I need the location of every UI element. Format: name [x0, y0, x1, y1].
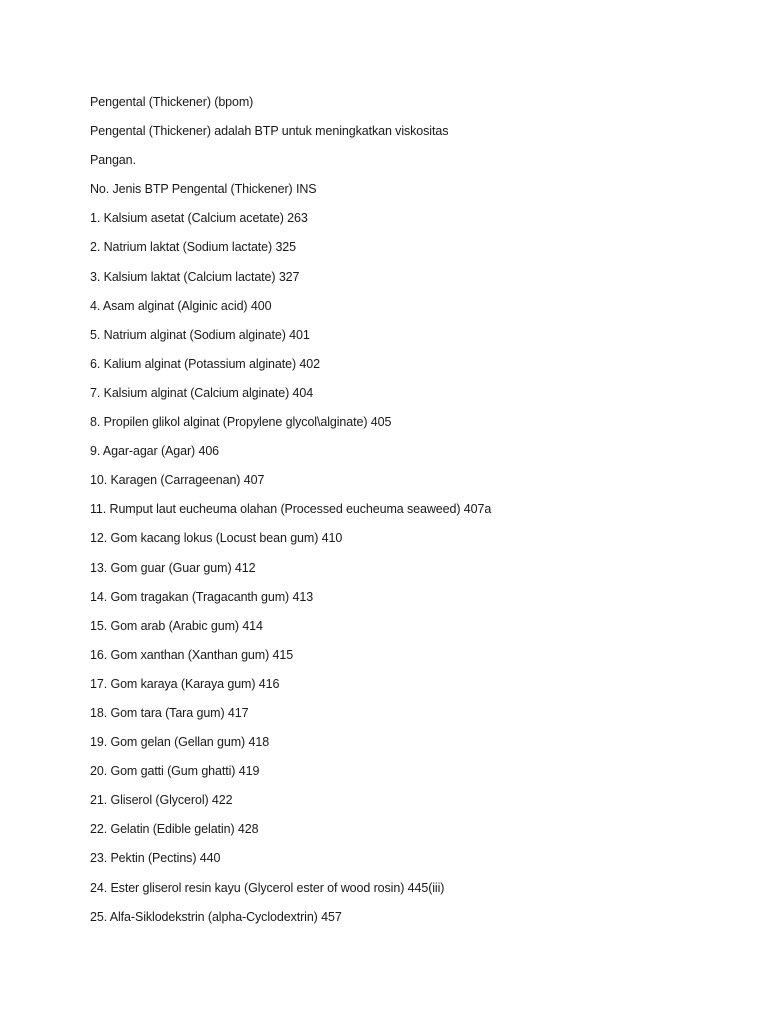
list-item: 9. Agar-agar (Agar) 406 — [90, 444, 220, 459]
list-item: 2. Natrium laktat (Sodium lactate) 325 — [90, 240, 297, 255]
list-item: 13. Gom guar (Guar gum) 412 — [90, 560, 256, 575]
list-item: 5. Natrium alginat (Sodium alginate) 401 — [90, 327, 310, 342]
list-item: 14. Gom tragakan (Tragacanth gum) 413 — [90, 589, 314, 604]
list-item: 19. Gom gelan (Gellan gum) 418 — [90, 735, 270, 750]
document-page — [90, 93, 730, 937]
list-item: 24. Ester gliserol resin kayu (Glycerol ester of wood rosin) 445(iii) — [90, 880, 445, 895]
list-item: 8. Propilen glikol alginat (Propylene glycol\alginate) 405 — [90, 415, 392, 430]
list-item: 10. Karagen (Carrageenan) 407 — [90, 473, 265, 488]
document-title: Pengental (Thickener) (bpom) — [90, 95, 254, 109]
list-header: No. Jenis BTP Pengental (Thickener) INS — [90, 182, 317, 197]
list-item: 21. Gliserol (Glycerol) 422 — [90, 793, 233, 808]
list-item: 4. Asam alginat (Alginic acid) 400 — [90, 298, 272, 313]
list-item: 3. Kalsium laktat (Calcium lactate) 327 — [90, 269, 300, 284]
list-item: 25. Alfa-Siklodekstrin (alpha-Cyclodextrin) 457 — [90, 909, 342, 924]
list-item: 15. Gom arab (Arabic gum) 414 — [90, 618, 263, 633]
list-item: 17. Gom karaya (Karaya gum) 416 — [90, 676, 280, 691]
list-item: 12. Gom kacang lokus (Locust bean gum) 410 — [90, 531, 343, 546]
list-item: 11. Rumput laut eucheuma olahan (Processed eucheuma seaweed) 407a — [90, 502, 492, 517]
list-item: 18. Gom tara (Tara gum) 417 — [90, 705, 249, 720]
list-item: 23. Pektin (Pectins) 440 — [90, 851, 221, 866]
list-item: 20. Gom gatti (Gum ghatti) 419 — [90, 764, 260, 779]
definition-text: Pengental (Thickener) adalah BTP untuk meningkatkan viskositas — [90, 124, 449, 139]
definition-continuation: Pangan. — [90, 153, 136, 168]
list-item: 7. Kalsium alginat (Calcium alginate) 404 — [90, 385, 314, 400]
list-item: 16. Gom xanthan (Xanthan gum) 415 — [90, 647, 294, 662]
list-item: 1. Kalsium asetat (Calcium acetate) 263 — [90, 211, 308, 226]
list-item: 22. Gelatin (Edible gelatin) 428 — [90, 822, 259, 837]
list-item: 6. Kalium alginat (Potassium alginate) 402 — [90, 356, 320, 371]
